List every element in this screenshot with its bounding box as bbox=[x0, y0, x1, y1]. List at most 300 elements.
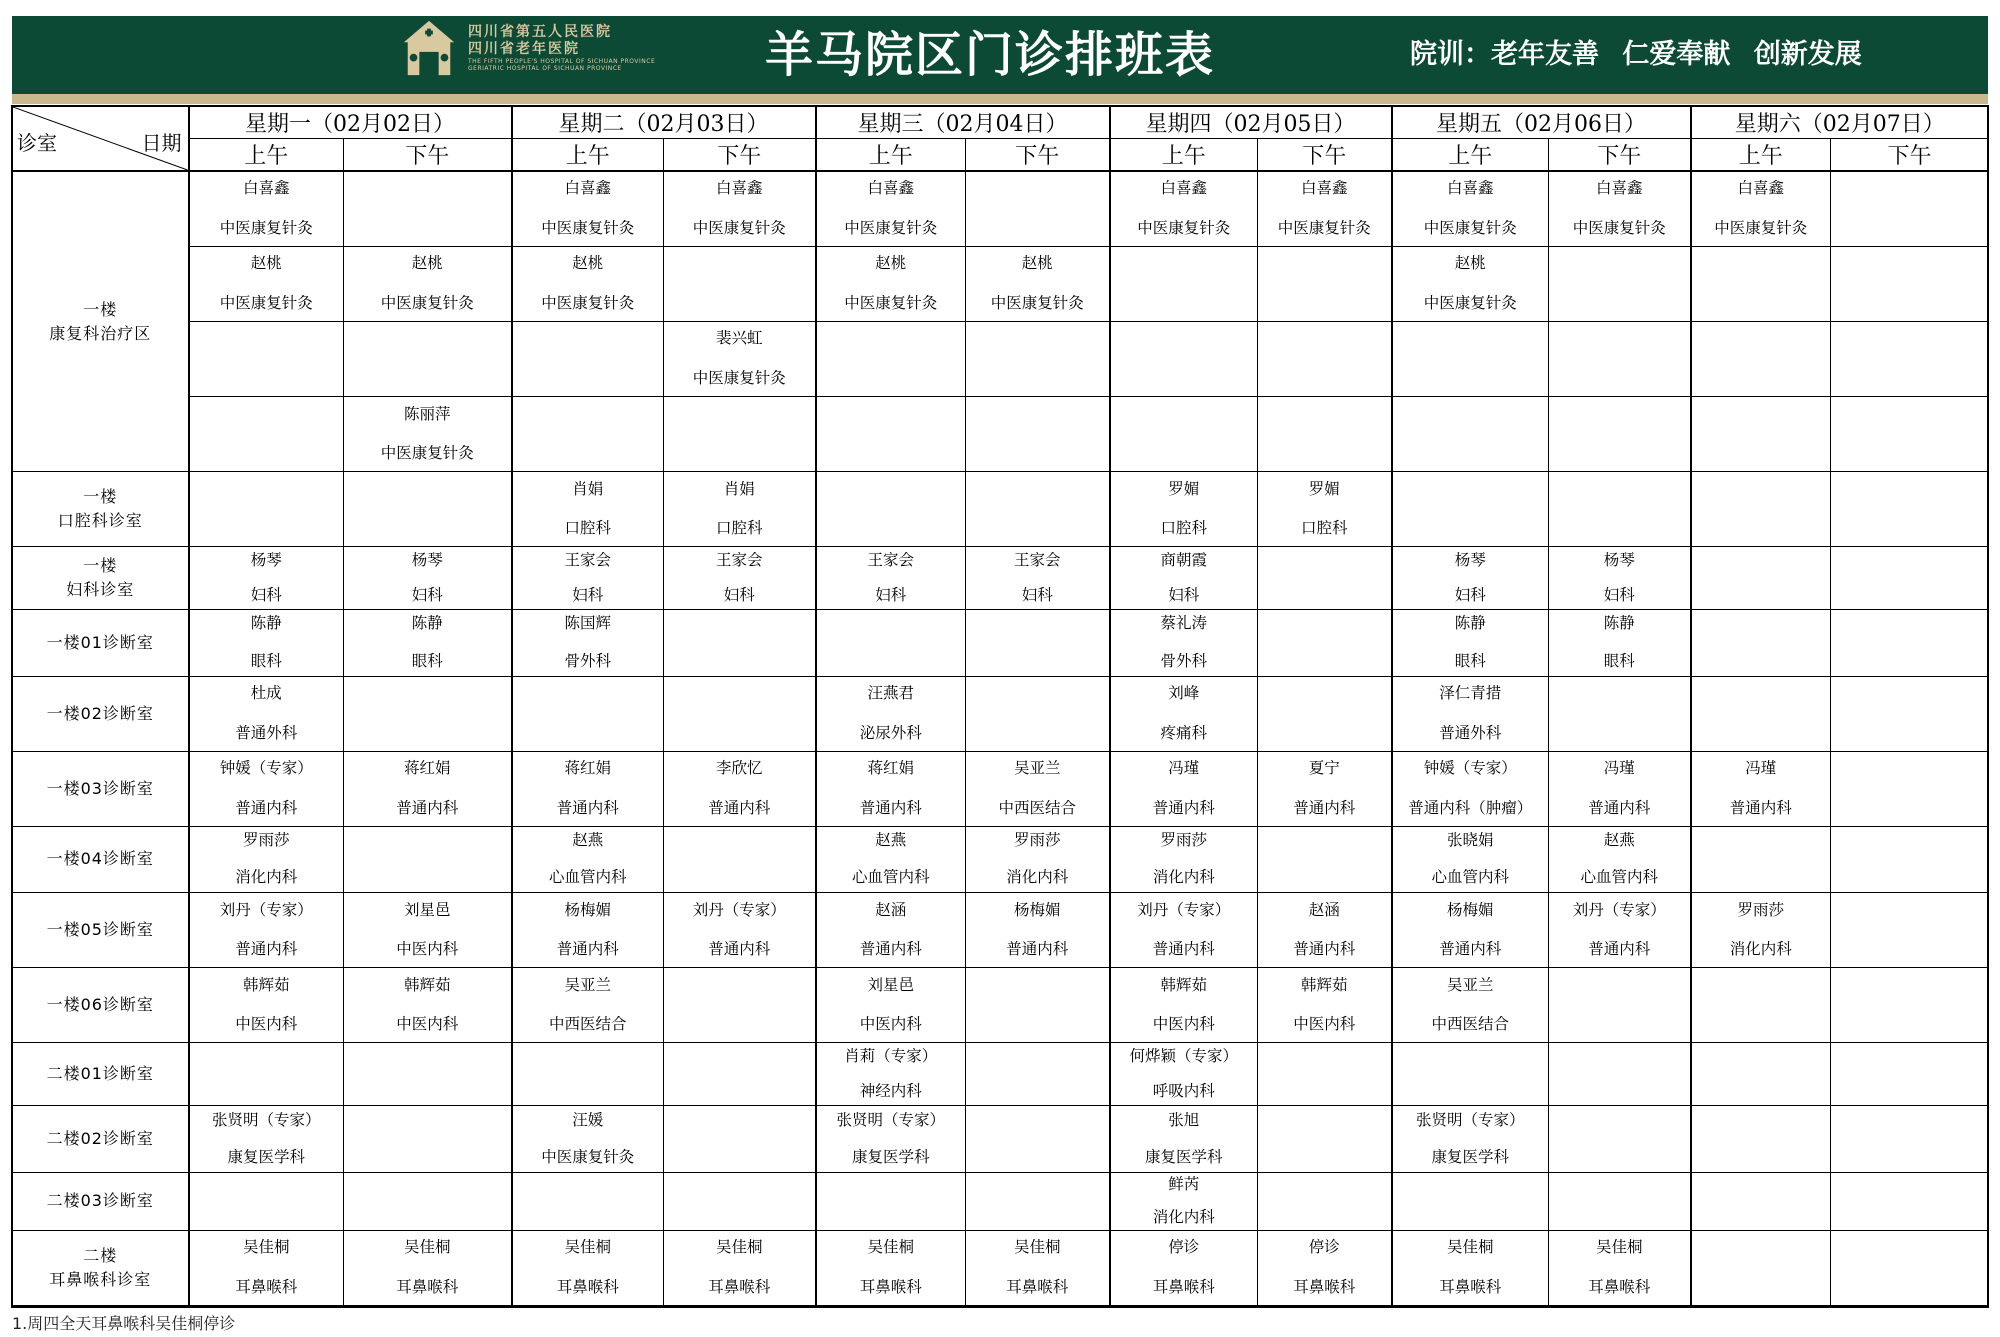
schedule-cell bbox=[664, 676, 816, 751]
department-name: 康复医学科 bbox=[1431, 1148, 1509, 1166]
doctor-name: 刘丹（专家） bbox=[219, 900, 313, 919]
schedule-cell bbox=[816, 246, 966, 321]
schedule-cell bbox=[344, 1230, 512, 1305]
doctor-name: 韩辉茹 bbox=[242, 975, 290, 994]
doctor-name: 钟媛（专家） bbox=[219, 759, 313, 778]
room-name-line2: 康复科治疗区 bbox=[49, 323, 152, 343]
schedule-cell bbox=[1110, 547, 1258, 610]
doctor-name: 李欣忆 bbox=[715, 759, 763, 778]
schedule-cell bbox=[816, 1106, 966, 1172]
schedule-cell bbox=[664, 1172, 816, 1230]
schedule-cell bbox=[1691, 1230, 1831, 1305]
doctor-name: 汪媛 bbox=[572, 1110, 604, 1129]
schedule-cell bbox=[1110, 1230, 1258, 1305]
department-name: 中医康复针灸 bbox=[1714, 218, 1808, 237]
schedule-cell bbox=[1549, 676, 1691, 751]
department-name: 口腔科 bbox=[1160, 519, 1207, 538]
department-name: 消化内科 bbox=[1006, 868, 1069, 887]
doctor-name: 赵桃 bbox=[875, 254, 907, 273]
schedule-cell bbox=[1831, 676, 1989, 751]
department-name: 中医康复针灸 bbox=[1423, 293, 1517, 312]
schedule-cell bbox=[1831, 751, 1989, 826]
doctor-name: 韩辉茹 bbox=[1300, 975, 1348, 994]
schedule-row bbox=[13, 321, 1989, 396]
schedule-cell bbox=[1549, 1106, 1691, 1172]
doctor-name: 张晓娟 bbox=[1446, 830, 1494, 849]
doctor-name: 白喜鑫 bbox=[1737, 179, 1784, 198]
department-name: 眼科 bbox=[250, 651, 282, 670]
schedule-row bbox=[13, 676, 1989, 751]
doctor-name: 白喜鑫 bbox=[564, 179, 611, 198]
department-name: 耳鼻喉科 bbox=[859, 1277, 922, 1296]
schedule-cell bbox=[189, 893, 344, 968]
schedule-cell bbox=[1258, 968, 1392, 1043]
doctor-name: 汪燕君 bbox=[867, 684, 914, 703]
schedule-cell bbox=[1258, 1043, 1392, 1106]
department-name: 消化内科 bbox=[1729, 940, 1792, 959]
schedule-cell bbox=[966, 1230, 1110, 1305]
schedule-row bbox=[13, 171, 1989, 246]
schedule-cell bbox=[189, 1172, 344, 1230]
doctor-name: 赵桃 bbox=[1454, 254, 1486, 273]
schedule-cell bbox=[664, 893, 816, 968]
schedule-row bbox=[13, 826, 1989, 892]
department-name: 普通外科 bbox=[1439, 723, 1502, 742]
schedule-cell bbox=[189, 472, 344, 547]
schedule-cell bbox=[1691, 547, 1831, 610]
department-name: 中医康复针灸 bbox=[990, 293, 1084, 312]
department-name: 康复医学科 bbox=[227, 1148, 305, 1166]
department-name: 妇科 bbox=[572, 586, 604, 605]
doctor-name: 白喜鑫 bbox=[1595, 179, 1643, 198]
schedule-cell bbox=[1258, 826, 1392, 892]
schedule-cell bbox=[1831, 246, 1989, 321]
doctor-name: 吴佳桐 bbox=[1595, 1238, 1643, 1257]
schedule-cell bbox=[1691, 610, 1831, 676]
doctor-name: 韩辉茹 bbox=[403, 975, 451, 994]
schedule-cell bbox=[816, 396, 966, 471]
schedule-cell bbox=[816, 968, 966, 1043]
department-name: 普通内科 bbox=[859, 798, 922, 817]
schedule-cell bbox=[189, 171, 344, 246]
schedule-cell bbox=[1258, 1172, 1392, 1230]
schedule-cell bbox=[816, 171, 966, 246]
corner-room-label: 诊室 bbox=[17, 131, 57, 155]
schedule-cell bbox=[1691, 171, 1831, 246]
department-name: 中西医结合 bbox=[1431, 1015, 1509, 1034]
department-name: 普通内科 bbox=[396, 798, 459, 817]
schedule-cell bbox=[1549, 610, 1691, 676]
pm-header: 下午 bbox=[966, 139, 1110, 172]
am-header: 上午 bbox=[1110, 139, 1258, 172]
schedule-header bbox=[13, 107, 1989, 172]
schedule-cell bbox=[512, 246, 664, 321]
schedule-cell bbox=[1258, 893, 1392, 968]
schedule-cell bbox=[1392, 246, 1549, 321]
schedule-cell bbox=[344, 321, 512, 396]
schedule-row bbox=[13, 246, 1989, 321]
department-name: 普通内科 bbox=[556, 940, 619, 959]
schedule-cell bbox=[816, 472, 966, 547]
department-name: 中医内科 bbox=[396, 1015, 459, 1034]
schedule-cell bbox=[966, 1043, 1110, 1106]
doctor-name: 白喜鑫 bbox=[242, 179, 290, 198]
schedule-cell bbox=[1691, 893, 1831, 968]
schedule-cell bbox=[1258, 321, 1392, 396]
room-name-cell bbox=[13, 968, 189, 1043]
schedule-cell bbox=[1691, 246, 1831, 321]
schedule-cell bbox=[1691, 676, 1831, 751]
schedule-cell bbox=[1831, 893, 1989, 968]
doctor-name: 吴佳桐 bbox=[1446, 1238, 1494, 1257]
department-name: 口腔科 bbox=[1300, 519, 1348, 538]
doctor-name: 王家会 bbox=[1013, 550, 1061, 569]
schedule-cell bbox=[1691, 1043, 1831, 1106]
pm-header: 下午 bbox=[344, 139, 512, 172]
doctor-name: 陈静 bbox=[411, 614, 443, 633]
doctor-name: 罗雨莎 bbox=[1160, 830, 1207, 849]
room-name-cell bbox=[13, 676, 189, 751]
department-name: 中医内科 bbox=[235, 1015, 298, 1034]
doctor-name: 白喜鑫 bbox=[867, 179, 914, 198]
department-name: 中医内科 bbox=[1152, 1015, 1215, 1034]
schedule-cell bbox=[189, 676, 344, 751]
department-name: 普通内科 bbox=[235, 798, 298, 817]
schedule-cell bbox=[1110, 472, 1258, 547]
doctor-name: 赵涵 bbox=[875, 900, 907, 919]
doctor-name: 何烨颖（专家） bbox=[1129, 1046, 1238, 1065]
room-name-cell bbox=[13, 472, 189, 547]
department-name: 妇科 bbox=[875, 586, 907, 605]
schedule-cell bbox=[512, 1043, 664, 1106]
department-name: 普通内科（肿瘤） bbox=[1408, 798, 1533, 817]
doctor-name: 杨琴 bbox=[1603, 550, 1635, 569]
department-name: 普通内科 bbox=[708, 940, 771, 959]
schedule-cell bbox=[344, 472, 512, 547]
schedule-cell bbox=[189, 1043, 344, 1106]
am-header: 上午 bbox=[1691, 139, 1831, 172]
department-name: 普通内科 bbox=[1293, 798, 1356, 817]
schedule-cell bbox=[512, 751, 664, 826]
department-name: 骨外科 bbox=[564, 651, 611, 670]
schedule-cell bbox=[344, 751, 512, 826]
schedule-cell bbox=[1392, 472, 1549, 547]
schedule-cell bbox=[1258, 396, 1392, 471]
schedule-cell bbox=[1110, 1043, 1258, 1106]
schedule-cell bbox=[344, 968, 512, 1043]
room-name-line1: 一楼04诊断室 bbox=[46, 849, 154, 869]
schedule-cell bbox=[966, 968, 1110, 1043]
schedule-cell bbox=[189, 547, 344, 610]
doctor-name: 肖娟 bbox=[723, 479, 755, 498]
schedule-cell bbox=[344, 610, 512, 676]
schedule-cell bbox=[1549, 547, 1691, 610]
schedule-row bbox=[13, 610, 1989, 676]
doctor-name: 赵涵 bbox=[1308, 900, 1340, 919]
schedule-cell bbox=[664, 1043, 816, 1106]
department-name: 中医康复针灸 bbox=[380, 293, 474, 312]
schedule-cell bbox=[344, 396, 512, 471]
schedule-cell bbox=[1549, 1230, 1691, 1305]
logo-name-line2: 四川省老年医院 bbox=[468, 40, 580, 57]
schedule-cell bbox=[966, 826, 1110, 892]
department-name: 中医康复针灸 bbox=[692, 218, 786, 237]
department-name: 中医内科 bbox=[859, 1015, 922, 1034]
department-name: 眼科 bbox=[1454, 651, 1486, 670]
room-name-line1: 一楼02诊断室 bbox=[46, 703, 154, 723]
department-name: 普通内科 bbox=[1439, 940, 1502, 959]
corner-date-label: 日期 bbox=[141, 131, 182, 155]
schedule-row bbox=[13, 751, 1989, 826]
footnote: 1.周四全天耳鼻喉科吴佳桐停诊 bbox=[12, 1314, 236, 1333]
schedule-cell bbox=[1831, 1106, 1989, 1172]
schedule-cell bbox=[344, 171, 512, 246]
schedule-cell bbox=[664, 751, 816, 826]
doctor-name: 刘星邑 bbox=[867, 975, 914, 994]
department-name: 普通内科 bbox=[1729, 798, 1792, 817]
doctor-name: 肖娟 bbox=[572, 479, 604, 498]
department-name: 口腔科 bbox=[564, 519, 611, 538]
department-name: 中医康复针灸 bbox=[844, 293, 938, 312]
doctor-name: 刘丹（专家） bbox=[1137, 900, 1231, 919]
department-name: 妇科 bbox=[411, 586, 443, 605]
schedule-cell bbox=[966, 893, 1110, 968]
schedule-cell bbox=[1549, 246, 1691, 321]
schedule-cell bbox=[664, 396, 816, 471]
schedule-cell bbox=[344, 1043, 512, 1106]
schedule-cell bbox=[189, 1230, 344, 1305]
schedule-cell bbox=[344, 246, 512, 321]
schedule-row bbox=[13, 968, 1989, 1043]
room-name-cell bbox=[13, 751, 189, 826]
room-name-line1: 一楼 bbox=[83, 487, 118, 507]
doctor-name: 王家会 bbox=[715, 550, 763, 569]
schedule-cell bbox=[189, 1106, 344, 1172]
department-name: 耳鼻喉科 bbox=[1588, 1277, 1651, 1296]
schedule-cell bbox=[1110, 396, 1258, 471]
schedule-cell bbox=[1691, 1172, 1831, 1230]
room-name-line1: 一楼 bbox=[83, 299, 118, 319]
department-name: 康复医学科 bbox=[1144, 1148, 1223, 1166]
department-name: 中医康复针灸 bbox=[541, 1148, 635, 1166]
schedule-cell bbox=[664, 472, 816, 547]
room-name-cell bbox=[13, 1106, 189, 1172]
schedule-table bbox=[12, 106, 1989, 1306]
schedule-cell bbox=[344, 893, 512, 968]
logo-name-line1: 四川省第五人民医院 bbox=[468, 24, 612, 41]
department-name: 中医康复针灸 bbox=[219, 218, 313, 237]
schedule-cell bbox=[512, 1230, 664, 1305]
room-name-line1: 二楼01诊断室 bbox=[46, 1064, 154, 1084]
schedule-cell bbox=[1831, 171, 1989, 246]
pm-header: 下午 bbox=[1831, 139, 1989, 172]
schedule-cell bbox=[966, 751, 1110, 826]
schedule-cell bbox=[1258, 246, 1392, 321]
doctor-name: 罗媚 bbox=[1308, 479, 1340, 498]
schedule-cell bbox=[1392, 826, 1549, 892]
room-name-cell bbox=[13, 547, 189, 610]
department-name: 康复医学科 bbox=[851, 1148, 930, 1166]
doctor-name: 商朝霞 bbox=[1160, 550, 1207, 569]
doctor-name: 刘峰 bbox=[1168, 684, 1200, 703]
doctor-name: 陈丽萍 bbox=[403, 404, 451, 423]
hospital-logo bbox=[400, 20, 655, 76]
schedule-cell bbox=[966, 171, 1110, 246]
schedule-cell bbox=[1392, 1230, 1549, 1305]
schedule-cell bbox=[1549, 321, 1691, 396]
schedule-cell bbox=[1110, 321, 1258, 396]
room-name-line1: 二楼 bbox=[83, 1245, 118, 1265]
schedule-cell bbox=[1110, 171, 1258, 246]
room-name-cell bbox=[13, 893, 189, 968]
doctor-name: 冯瑾 bbox=[1745, 759, 1777, 778]
schedule-cell bbox=[664, 826, 816, 892]
schedule-row bbox=[13, 1230, 1989, 1305]
doctor-name: 白喜鑫 bbox=[715, 179, 763, 198]
schedule-cell bbox=[816, 547, 966, 610]
department-name: 口腔科 bbox=[715, 519, 763, 538]
department-name: 耳鼻喉科 bbox=[556, 1277, 619, 1296]
schedule-cell bbox=[1392, 610, 1549, 676]
schedule-cell bbox=[1110, 893, 1258, 968]
schedule-cell bbox=[512, 1172, 664, 1230]
department-name: 中医内科 bbox=[396, 940, 459, 959]
motto-part-3: 创新发展 bbox=[1753, 39, 1862, 70]
department-name: 普通内科 bbox=[1588, 940, 1651, 959]
doctor-name: 陈静 bbox=[1603, 614, 1635, 633]
schedule-cell bbox=[512, 610, 664, 676]
department-name: 妇科 bbox=[1021, 586, 1053, 605]
schedule-cell bbox=[1392, 321, 1549, 396]
day-header: 星期三（02月04日） bbox=[816, 107, 1110, 139]
doctor-name: 停诊 bbox=[1168, 1238, 1200, 1257]
doctor-name: 王家会 bbox=[564, 550, 611, 569]
schedule-cell bbox=[189, 751, 344, 826]
schedule-cell bbox=[664, 246, 816, 321]
doctor-name: 张贤明（专家） bbox=[836, 1110, 945, 1129]
department-name: 心血管内科 bbox=[851, 868, 930, 887]
schedule-cell bbox=[1691, 751, 1831, 826]
department-name: 中医康复针灸 bbox=[692, 368, 786, 387]
doctor-name: 张旭 bbox=[1168, 1110, 1200, 1129]
schedule-cell bbox=[1392, 751, 1549, 826]
schedule-cell bbox=[1549, 472, 1691, 547]
doctor-name: 吴佳桐 bbox=[242, 1238, 290, 1257]
doctor-name: 白喜鑫 bbox=[1300, 179, 1348, 198]
doctor-name: 陈静 bbox=[1454, 614, 1486, 633]
schedule-cell bbox=[816, 893, 966, 968]
department-name: 骨外科 bbox=[1160, 651, 1207, 670]
department-name: 中西医结合 bbox=[998, 798, 1076, 817]
department-name: 消化内科 bbox=[235, 868, 298, 887]
department-name: 普通内科 bbox=[235, 940, 298, 959]
doctor-name: 刘星邑 bbox=[403, 900, 451, 919]
schedule-cell bbox=[1392, 676, 1549, 751]
department-name: 普通内科 bbox=[859, 940, 922, 959]
schedule-cell bbox=[1549, 968, 1691, 1043]
period-header-row bbox=[13, 139, 1989, 172]
schedule-cell bbox=[1691, 472, 1831, 547]
corner-header bbox=[13, 107, 189, 172]
doctor-name: 钟媛（专家） bbox=[1423, 759, 1517, 778]
schedule-cell bbox=[1691, 1106, 1831, 1172]
department-name: 消化内科 bbox=[1152, 1208, 1215, 1227]
schedule-cell bbox=[1392, 1106, 1549, 1172]
am-header: 上午 bbox=[189, 139, 344, 172]
schedule-cell bbox=[1110, 826, 1258, 892]
department-name: 普通内科 bbox=[1152, 940, 1215, 959]
doctor-name: 吴佳桐 bbox=[867, 1238, 914, 1257]
schedule-cell bbox=[1110, 1106, 1258, 1172]
doctor-name: 白喜鑫 bbox=[1446, 179, 1494, 198]
schedule-cell bbox=[344, 676, 512, 751]
schedule-cell bbox=[1110, 751, 1258, 826]
schedule-cell bbox=[1831, 1172, 1989, 1230]
doctor-name: 吴佳桐 bbox=[1013, 1238, 1061, 1257]
schedule-cell bbox=[1110, 1172, 1258, 1230]
schedule-cell bbox=[1691, 826, 1831, 892]
department-name: 普通内科 bbox=[1293, 940, 1356, 959]
schedule-row bbox=[13, 396, 1989, 471]
department-name: 妇科 bbox=[250, 586, 282, 605]
am-header: 上午 bbox=[512, 139, 664, 172]
department-name: 中医康复针灸 bbox=[1137, 218, 1231, 237]
doctor-name: 罗雨莎 bbox=[242, 830, 290, 849]
doctor-name: 陈国辉 bbox=[564, 614, 611, 633]
doctor-name: 蔡礼涛 bbox=[1160, 614, 1207, 633]
schedule-cell bbox=[664, 547, 816, 610]
am-header: 上午 bbox=[1392, 139, 1549, 172]
schedule-cell bbox=[966, 321, 1110, 396]
department-name: 中医康复针灸 bbox=[1423, 218, 1517, 237]
schedule-cell bbox=[664, 321, 816, 396]
room-name-line1: 一楼05诊断室 bbox=[46, 920, 154, 940]
doctor-name: 罗雨莎 bbox=[1013, 830, 1061, 849]
schedule-cell bbox=[1392, 893, 1549, 968]
schedule-cell bbox=[1549, 1172, 1691, 1230]
schedule-cell bbox=[1831, 547, 1989, 610]
schedule-cell bbox=[189, 246, 344, 321]
room-name-cell bbox=[13, 826, 189, 892]
schedule-cell bbox=[1392, 968, 1549, 1043]
schedule-cell bbox=[1831, 610, 1989, 676]
department-name: 呼吸内科 bbox=[1152, 1082, 1215, 1101]
schedule-cell bbox=[1549, 1043, 1691, 1106]
doctor-name: 刘丹（专家） bbox=[1572, 900, 1666, 919]
schedule-cell bbox=[189, 968, 344, 1043]
schedule-cell bbox=[1549, 171, 1691, 246]
department-name: 耳鼻喉科 bbox=[1293, 1277, 1356, 1296]
schedule-cell bbox=[816, 610, 966, 676]
schedule-cell bbox=[512, 676, 664, 751]
department-name: 眼科 bbox=[1603, 651, 1635, 670]
schedule-cell bbox=[344, 1106, 512, 1172]
schedule-cell bbox=[189, 826, 344, 892]
day-header: 星期二（02月03日） bbox=[512, 107, 816, 139]
logo-english-line1: THE FIFTH PEOPLE'S HOSPITAL OF SICHUAN PROVINCE bbox=[468, 57, 656, 65]
room-name-line2: 耳鼻喉科诊室 bbox=[49, 1269, 152, 1289]
department-name: 普通内科 bbox=[1152, 798, 1215, 817]
department-name: 耳鼻喉科 bbox=[235, 1277, 298, 1296]
doctor-name: 杨琴 bbox=[411, 550, 443, 569]
schedule-cell bbox=[189, 610, 344, 676]
schedule-cell bbox=[966, 547, 1110, 610]
schedule-cell bbox=[1258, 751, 1392, 826]
schedule-cell bbox=[344, 547, 512, 610]
room-name-cell bbox=[13, 610, 189, 676]
page-title: 羊马院区门诊排班表 bbox=[764, 27, 1215, 83]
schedule-cell bbox=[1691, 396, 1831, 471]
